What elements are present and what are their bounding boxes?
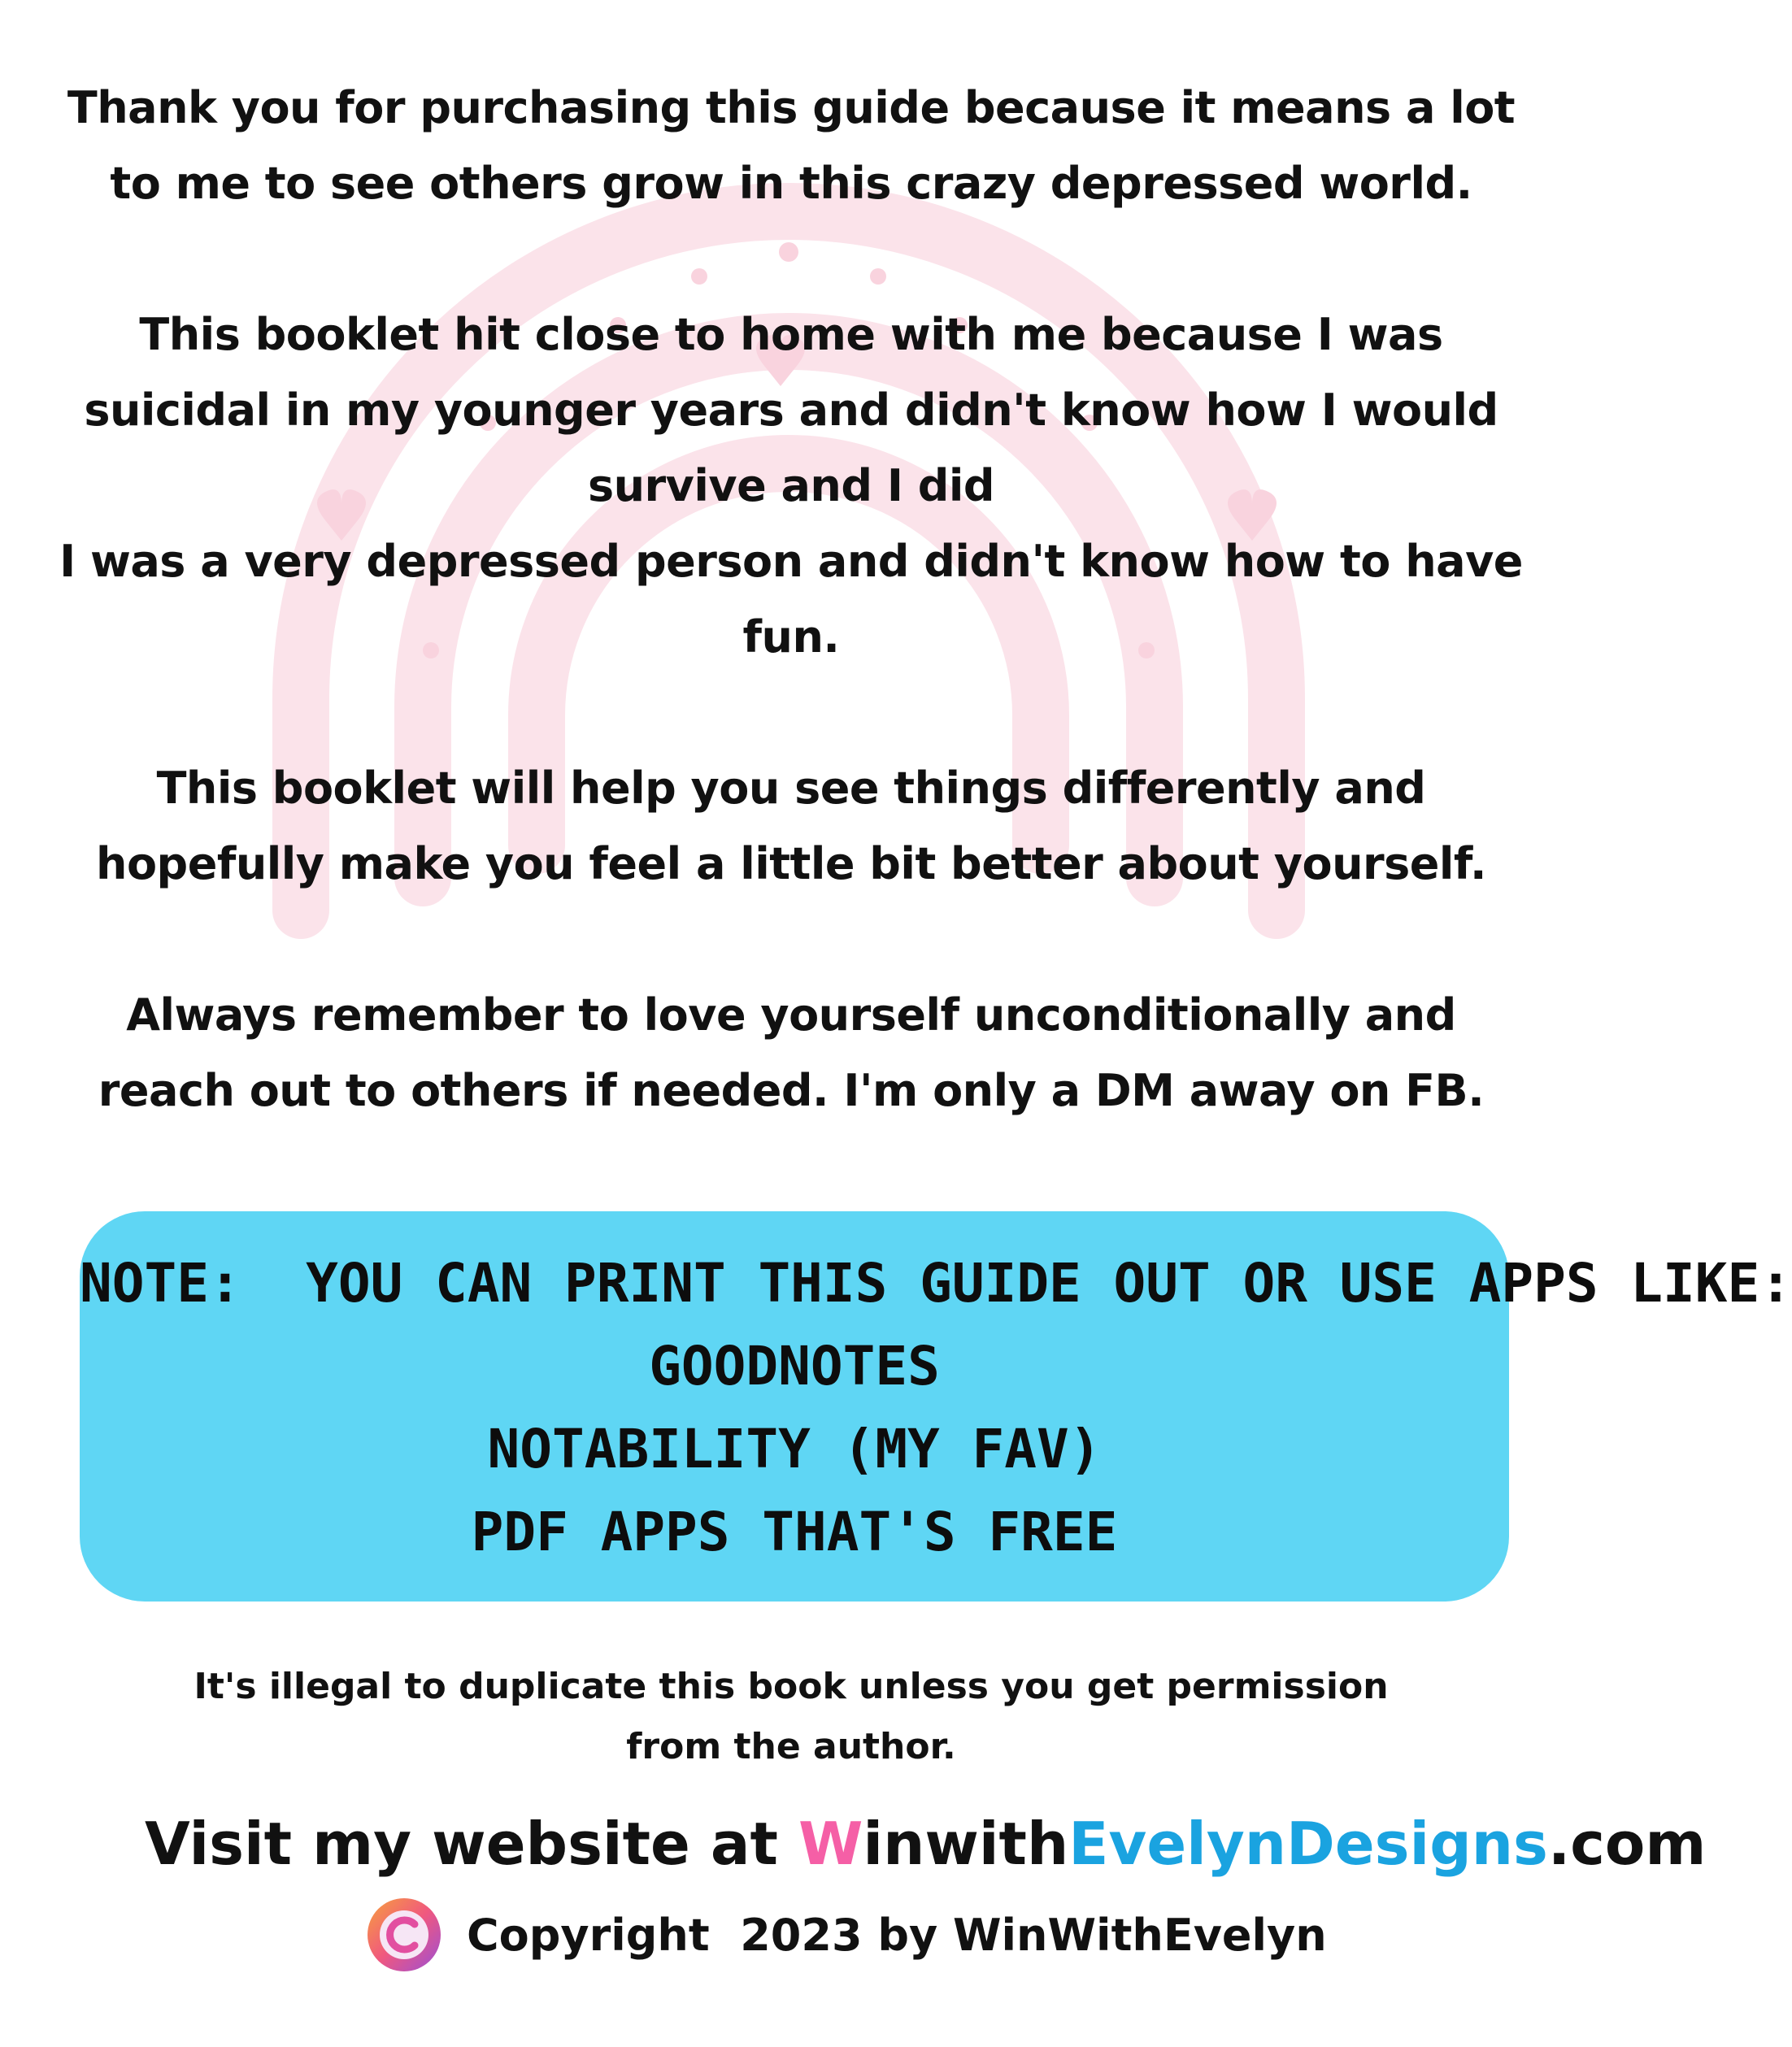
note-box [80,1211,1792,1602]
intro-line: Thank you for purchasing this guide because it means a lot [67,82,1516,133]
note-line: NOTABILITY (MY FAV) [487,1418,1102,1480]
intro-line: suicidal in my younger years and didn't know how I would [84,385,1498,436]
intro-line: hopefully make you feel a little bit better about yourself. [96,838,1486,889]
legal-line: It's illegal to duplicate this book unless you get permission [194,1666,1389,1707]
website-part2[interactable]: EvelynDesigns [1068,1810,1548,1878]
intro-line: Always remember to love yourself unconditionally and [126,989,1456,1041]
website-line [145,1803,1707,1884]
legal-notice [81,1657,1501,1777]
intro-paragraph-3 [49,750,1533,902]
intro-line: reach out to others if needed. I'm only a DM away on FB. [98,1065,1485,1116]
note-line: GOODNOTES [649,1335,940,1397]
website-w[interactable]: W [798,1810,863,1878]
website-prefix: Visit my website at [145,1810,798,1878]
website-suffix[interactable]: .com [1547,1810,1707,1878]
copyright-c-icon [366,1897,442,1973]
intro-line: This booklet will help you see things differently and [156,763,1426,814]
copyright-line [366,1894,1327,1975]
note-line: NOTE: YOU CAN PRINT THIS GUIDE OUT OR USE APPS LIKE: [80,1252,1792,1315]
intro-text [49,70,1533,1128]
intro-paragraph-4 [49,977,1533,1128]
intro-paragraph-1 [49,70,1533,221]
intro-paragraph-2 [49,297,1533,675]
intro-line: This booklet hit close to home with me because I was [139,309,1443,360]
intro-line: survive and I did [587,460,995,511]
website-part1[interactable]: inwith [863,1810,1069,1878]
legal-line: from the author. [626,1726,956,1767]
copyright-text: Copyright 2023 by WinWithEvelyn [467,1909,1327,1961]
intro-line: fun. [742,611,840,663]
intro-line: to me to see others grow in this crazy depressed world. [110,158,1472,209]
intro-line: I was a very depressed person and didn't know how to have [59,536,1523,587]
note-line: PDF APPS THAT'S FREE [471,1501,1118,1563]
